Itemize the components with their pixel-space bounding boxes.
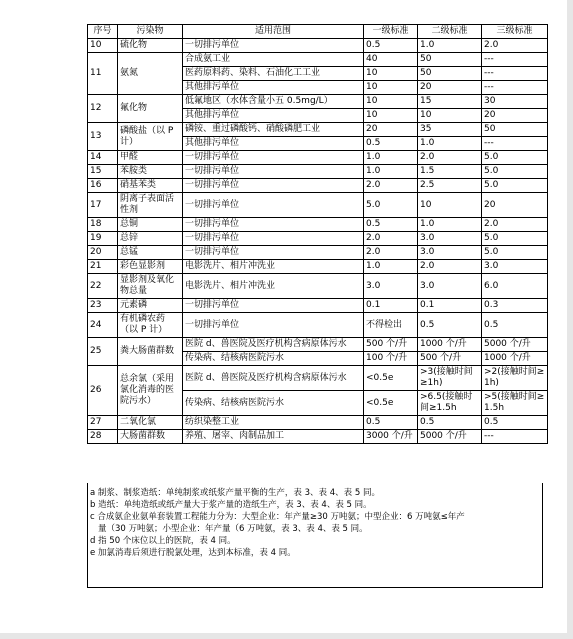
table-row [88,232,548,246]
level-3-value: 2.0 [482,218,548,232]
scope-cell: 其他排污单位 [183,137,364,151]
scope-cell: 传染病、结核病医院污水 [183,352,364,366]
level-2-value: 0.5 [418,416,482,430]
table-row [88,165,548,179]
scope-cell: 医院 d、兽医院及医疗机构含病原体污水 [183,338,364,352]
scope-cell: 一切排污单位 [183,246,364,260]
level-1-value: 2.0 [364,246,418,260]
table-row [88,313,548,338]
pollutant-name: 氟化物 [118,95,183,123]
scope-cell: 一切排污单位 [183,299,364,313]
level-3-value: 5.0 [482,246,548,260]
page-edge-right [567,0,573,639]
table-row [88,416,548,430]
scope-cell: 一切排污单位 [183,39,364,53]
row-number: 17 [88,193,118,218]
table-row [88,338,548,352]
row-number: 22 [88,274,118,299]
level-1-value: 0.5 [364,137,418,151]
scope-cell: 其他排污单位 [183,81,364,95]
row-number: 20 [88,246,118,260]
table-row [88,274,548,299]
pollutant-name: 磷酸盐（以 P 计） [118,123,183,151]
level-1-value: 40 [364,53,418,67]
level-1-value: 不得检出 [364,313,418,338]
level-2-value: 1000 个/升 [418,338,482,352]
pollutant-name: 甲醛 [118,151,183,165]
level-3-value: 5000 个/升 [482,338,548,352]
header-scope: 适用范围 [183,25,364,39]
level-1-value: 10 [364,81,418,95]
level-2-value: 20 [418,81,482,95]
level-1-value: 1.0 [364,151,418,165]
pollutant-name: 显影剂及氧化物总量 [118,274,183,299]
level-1-value: 2.0 [364,232,418,246]
footnote-a: a 制浆、制浆造纸：单纯制浆或纸浆产量平衡的生产，表 3、表 4、表 5 同。 [90,488,380,498]
level-3-value: 0.3 [482,299,548,313]
level-2-value: 50 [418,53,482,67]
table-row [88,299,548,313]
level-2-value: 5000 个/升 [418,430,482,444]
level-1-value: 10 [364,109,418,123]
row-number: 23 [88,299,118,313]
scope-cell: 合成氨工业 [183,53,364,67]
pollutant-name: 总锌 [118,232,183,246]
footnote-c: c 合成氨企业氨单套装置工程能力分为：大型企业：年产量≥30 万吨氨；中型企业：6 万吨氨≤年产 [90,512,465,522]
row-number: 15 [88,165,118,179]
scope-cell: 一切排污单位 [183,151,364,165]
scope-cell: 一切排污单位 [183,232,364,246]
scope-cell: 纺织染整工业 [183,416,364,430]
level-1-value: 0.5 [364,416,418,430]
level-2-value: >3(接触时间≥1h) [418,366,482,391]
pollutant-name: 元素磷 [118,299,183,313]
header-level-1: 一级标准 [364,25,418,39]
level-1-value: 0.5 [364,218,418,232]
row-number: 16 [88,179,118,193]
table-row [88,260,548,274]
level-1-value: 10 [364,67,418,81]
level-3-value: 30 [482,95,548,109]
row-number: 14 [88,151,118,165]
level-2-value: 2.0 [418,260,482,274]
level-3-value: 1000 个/升 [482,352,548,366]
level-3-value: 3.0 [482,260,548,274]
row-number: 25 [88,338,118,366]
scope-cell: 医院 d、兽医院及医疗机构含病原体污水 [183,366,364,391]
table-row [88,366,548,391]
level-1-value: 20 [364,123,418,137]
row-number: 18 [88,218,118,232]
pollutant-name: 二氧化氯 [118,416,183,430]
scope-cell: 传染病、结核病医院污水 [183,391,364,416]
level-3-value: --- [482,81,548,95]
level-1-value: 100 个/升 [364,352,418,366]
page-edge-bottom [0,633,573,639]
level-3-value: --- [482,67,548,81]
pollutant-name: 阴离子表面活性剂 [118,193,183,218]
pollutant-name: 大肠菌群数 [118,430,183,444]
level-3-value: 20 [482,193,548,218]
level-2-value: 35 [418,123,482,137]
header-no: 序号 [88,25,118,39]
pollutant-name: 总锰 [118,246,183,260]
level-2-value: 1.0 [418,218,482,232]
footnote-e: e 加氯消毒后须进行脱氯处理，达到本标准，表 4 同。 [90,548,296,558]
level-2-value: 1.0 [418,137,482,151]
level-2-value: 3.0 [418,232,482,246]
header-level-2: 二级标准 [418,25,482,39]
level-3-value: 0.5 [482,313,548,338]
level-2-value: 15 [418,95,482,109]
level-3-value: >5(接触时间≥1.5h [482,391,548,416]
level-2-value: 0.1 [418,299,482,313]
pollutant-name: 总铜 [118,218,183,232]
row-number: 19 [88,232,118,246]
level-2-value: 2.0 [418,151,482,165]
footnote-c-cont: 量（30 万吨氨；小型企业：年产量（6 万吨氨，表 3、表 4、表 5 同。 [98,524,368,534]
level-3-value: --- [482,430,548,444]
pollutant-name: 粪大肠菌群数 [118,338,183,366]
row-number: 24 [88,313,118,338]
scope-cell: 电影洗片、相片冲洗业 [183,260,364,274]
level-3-value: 50 [482,123,548,137]
level-1-value: 500 个/升 [364,338,418,352]
level-2-value: 1.5 [418,165,482,179]
pollutant-name: 硝基苯类 [118,179,183,193]
footnotes [87,483,543,588]
level-1-value: 2.0 [364,179,418,193]
table-row [88,430,548,444]
level-2-value: 50 [418,67,482,81]
pollutant-name: 苯胺类 [118,165,183,179]
row-number: 26 [88,366,118,416]
scope-cell: 电影洗片、相片冲洗业 [183,274,364,299]
table-row [88,95,548,109]
level-3-value: 0.5 [482,416,548,430]
row-number: 27 [88,416,118,430]
scope-cell: 一切排污单位 [183,165,364,179]
standards-table [87,24,548,444]
scope-cell: 其他排污单位 [183,109,364,123]
level-1-value: 0.1 [364,299,418,313]
level-1-value: 5.0 [364,193,418,218]
scope-cell: 养殖、屠宰、肉制品加工 [183,430,364,444]
level-3-value: 5.0 [482,151,548,165]
level-1-value: 3.0 [364,274,418,299]
scope-cell: 低氟地区（水体含量小五 0.5mg/L） [183,95,364,109]
table-row [88,193,548,218]
pollutant-name: 有机磷农药（以 P 计） [118,313,183,338]
scope-cell: 一切排污单位 [183,193,364,218]
table-header-row [88,25,548,39]
level-1-value: <0.5e [364,366,418,391]
level-3-value: --- [482,53,548,67]
scope-cell: 磷铵、重过磷酸钙、硝酸磷肥工业 [183,123,364,137]
scope-cell: 一切排污单位 [183,313,364,338]
scope-cell: 一切排污单位 [183,218,364,232]
level-3-value: 5.0 [482,232,548,246]
table-row [88,218,548,232]
pollutant-name: 氨氮 [118,53,183,95]
scope-cell: 医药原料药、染料、石油化工工业 [183,67,364,81]
header-level-3: 三级标准 [482,25,548,39]
table-row [88,39,548,53]
footnote-b: b 造纸：单纯造纸或纸产量大于浆产量的造纸生产，表 3、表 4、表 5 同。 [90,500,372,510]
table-row [88,246,548,260]
level-3-value: 6.0 [482,274,548,299]
level-2-value: 10 [418,109,482,123]
level-3-value: 5.0 [482,165,548,179]
level-3-value: 20 [482,109,548,123]
row-number: 21 [88,260,118,274]
level-1-value: 10 [364,95,418,109]
row-number: 12 [88,95,118,123]
level-3-value: --- [482,137,548,151]
pollutant-name: 彩色显影剂 [118,260,183,274]
level-3-value: 2.0 [482,39,548,53]
footnote-d: d 指 50 个床位以上的医院，表 4 同。 [90,536,236,546]
header-pollutant: 污染物 [118,25,183,39]
level-2-value: 3.0 [418,274,482,299]
level-2-value: 2.5 [418,179,482,193]
level-1-value: 1.0 [364,165,418,179]
level-1-value: <0.5e [364,391,418,416]
level-1-value: 0.5 [364,39,418,53]
row-number: 13 [88,123,118,151]
table-row [88,151,548,165]
level-2-value: 3.0 [418,246,482,260]
scope-cell: 一切排污单位 [183,179,364,193]
level-1-value: 1.0 [364,260,418,274]
pollutant-name: 总余氯（采用氯化消毒的医院污水） [118,366,183,416]
pollutant-name: 硫化物 [118,39,183,53]
row-number: 28 [88,430,118,444]
level-2-value: 500 个/升 [418,352,482,366]
level-3-value: 5.0 [482,179,548,193]
level-2-value: 0.5 [418,313,482,338]
row-number: 11 [88,53,118,95]
level-2-value: 1.0 [418,39,482,53]
row-number: 10 [88,39,118,53]
level-1-value: 3000 个/升 [364,430,418,444]
table-row [88,179,548,193]
level-3-value: >2(接触时间≥1h) [482,366,548,391]
table-row [88,123,548,137]
level-2-value: >6.5(接触时间≥1.5h [418,391,482,416]
table-row [88,53,548,67]
level-2-value: 10 [418,193,482,218]
